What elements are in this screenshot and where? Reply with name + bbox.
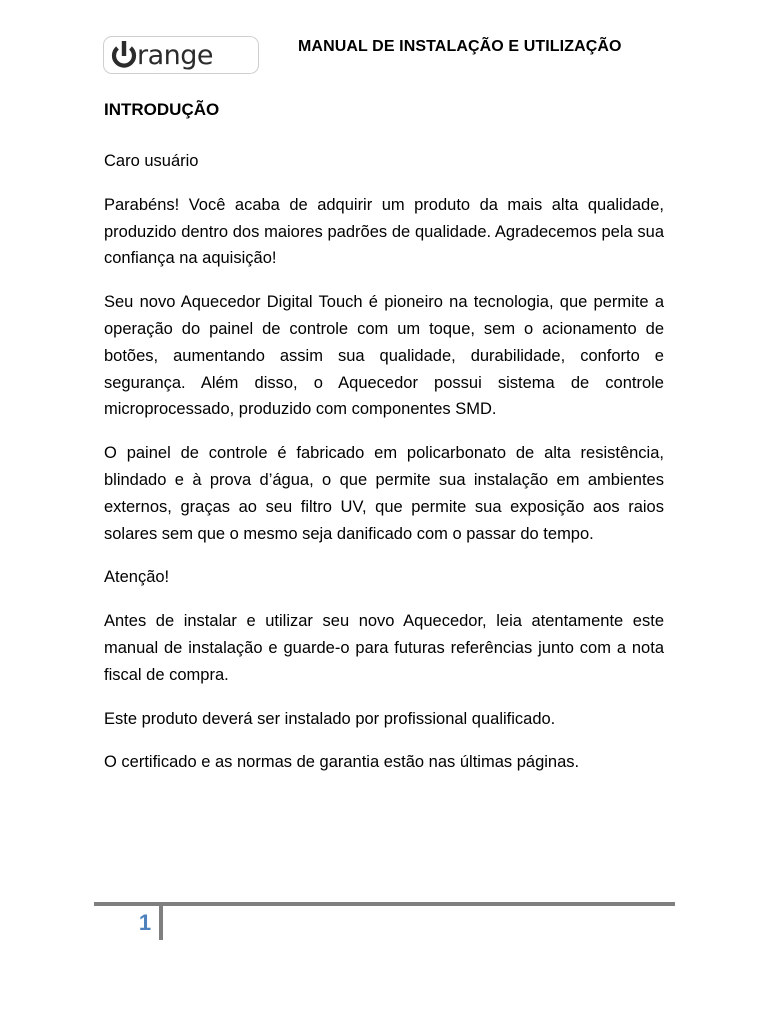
footer-divider (159, 904, 163, 940)
document-header-title: MANUAL DE INSTALAÇÃO E UTILIZAÇÃO (298, 38, 622, 55)
paragraph-control-panel: O painel de controle é fabricado em policarbonato de alta resistência, blindado e à prova d’água, o que permite sua instalação em ambientes externos, graças ao seu filtro UV, que permite sua exposição aos raios solares sem que o mesmo seja danificado com o passar do tempo. (104, 444, 664, 543)
intro-body (104, 148, 664, 793)
brand-logo (103, 36, 259, 74)
paragraph-congratulations: Parabéns! Você acaba de adquirir um produto da mais alta qualidade, produzido dentro dos maiores padrões de qualidade. Agradecemos pela sua confiança na aquisição! (104, 195, 664, 268)
footer-rule (94, 902, 675, 906)
section-heading: INTRODUÇÃO (104, 100, 220, 119)
logo-wordmark: range (137, 40, 214, 71)
paragraph-greeting: Caro usuário (104, 152, 199, 170)
paragraph-warranty: O certificado e as normas de garantia estão nas últimas páginas. (104, 753, 580, 772)
power-symbol-icon (104, 37, 260, 75)
paragraph-read-manual: Antes de instalar e utilizar seu novo Aquecedor, leia atentamente este manual de instalação e guarde-o para futuras referências junto com a nota fiscal de compra. (104, 612, 664, 684)
paragraph-attention: Atenção! (104, 568, 170, 587)
page-number: 1 (138, 910, 152, 935)
paragraph-professional-install: Este produto deverá ser instalado por profissional qualificado. (104, 709, 556, 728)
paragraph-product-description: Seu novo Aquecedor Digital Touch é pioneiro na tecnologia, que permite a operação do painel de controle com um toque, sem o acionamento de botões, aumentando assim sua qualidade, durabilidade, conforto e segurança. Além disso, o Aquecedor possui sistema de controle microprocessado, produzido com componentes SMD. (104, 293, 664, 419)
